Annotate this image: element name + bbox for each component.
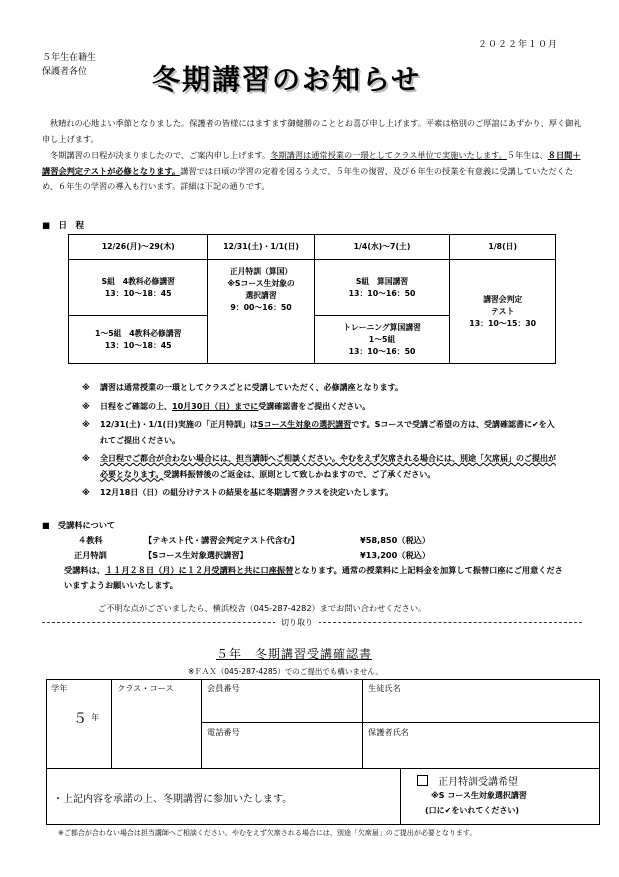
note-text: 日程をご確認の上、: [100, 401, 172, 411]
schedule-col-1: 12/26(月)～29(木): [69, 235, 208, 260]
form-divider: [111, 680, 112, 768]
cell-text: S組 算国講習: [355, 276, 409, 286]
fee-row: [42, 533, 582, 548]
fee-heading: ■ 受講料について: [42, 520, 116, 530]
form-divider: [400, 768, 401, 825]
phone-number-label: 電話番号: [207, 727, 240, 737]
schedule-col-4: 1/8(日): [450, 235, 556, 260]
note-item: [82, 380, 562, 396]
intro-text-2c: ５年生は、: [506, 150, 548, 160]
note-mark: ※: [82, 383, 90, 392]
note-mark: ※: [82, 420, 90, 429]
cell-text: 1～5組 4教科必修講習: [94, 328, 182, 338]
fee-description: 【Sコース生対象選択講習】: [144, 550, 248, 560]
note-text: 講習は通常授業の一環としてクラスごとに受講していただく、必修講座となります。: [100, 383, 403, 392]
note-item: [82, 399, 562, 415]
intro-paragraph-1: [42, 116, 582, 147]
cell-time: 13：10～15：30: [469, 318, 537, 328]
schedule-cell-training: [314, 316, 450, 364]
fee-note-date: １１月２８日（月）に１２月受講料と共に口座振替: [104, 565, 294, 575]
cell-text: 1～5組: [368, 334, 396, 344]
schedule-cell-s-math-jp: [314, 260, 450, 316]
note-text: 12月18日（日）の組分けテストの結果を基に冬期講習クラスを決定いたします。: [100, 488, 394, 497]
class-course-label: クラス・コース: [117, 683, 174, 693]
note-emphasis: 全日程でご都合が合わない場合には、担当講師へご相談ください。やむをえず欠席される場合には、別途「欠席届」のご提出が必要となります。: [100, 454, 556, 479]
addressee-line-1: ５年生在籍生: [42, 53, 97, 63]
member-number-label: 会員番号: [207, 683, 240, 693]
confirmation-form: [46, 679, 600, 825]
note-emphasis: Sコース生対象の選択講習: [257, 420, 352, 429]
note-text: 受講料振替後のご返金は、原則として致しかねますので、ご了承ください。: [163, 469, 436, 479]
checkbox[interactable]: [417, 775, 428, 786]
option-title: 正月特訓受講希望: [438, 777, 518, 788]
note-text: です。Sコースで受講ご希望の方は、受講確認書に✔を入れてご提出ください。: [100, 420, 555, 445]
schedule-cell-1-5-course: [69, 316, 208, 364]
intro-text-2a: 冬期講習の日程が決まりましたので、ご案内申し上げます。: [50, 150, 271, 160]
schedule-cell-new-year: [208, 260, 314, 364]
addressee-line-2: 保護者各位: [42, 67, 88, 77]
cell-text: 選択講習: [245, 291, 277, 300]
note-mark: ※: [82, 401, 90, 411]
cell-text: トレーニング算国講習: [343, 322, 421, 332]
schedule-heading: ■ 日 程: [42, 221, 85, 231]
note-item: [82, 451, 562, 482]
schedule-cell-test: [450, 260, 556, 364]
fee-row: [42, 548, 582, 563]
cell-time: 9：00～16：50: [230, 303, 292, 312]
intro-text-2b: 冬期講習は通常授業の一環としてクラス単位で実施いたします。: [270, 150, 507, 160]
cell-text: 正月特訓（算国）: [229, 267, 293, 276]
page-title: 冬期講習のお知らせ: [152, 63, 422, 96]
notes-list: [82, 380, 562, 504]
note-deadline: 10月30日（日）までに: [172, 401, 259, 411]
fee-price: ¥13,200（税込）: [360, 550, 431, 560]
form-fax-note: ※ＦＡＸ（045-287-4285）でのご提出でも構いません。: [188, 667, 383, 676]
intro-text-2e: 講習では日頃の学習の定着を図るうえで、５年生の復習、及び６年生の授業を有意義に受講していただくため、６年生の学習の導入も行います。詳細は下記の通りです。: [42, 165, 574, 191]
fee-note-text: 受講料は、: [64, 565, 105, 575]
form-title: ５年 冬期講習受講確認書: [216, 647, 373, 661]
fee-note-text: となります。通常の授業料に上記料金を加算して振替口座にご用意くださいますようお願いいたします。: [64, 565, 563, 590]
new-year-special-option: [417, 773, 518, 788]
fee-section: [42, 518, 582, 593]
form-divider: [201, 722, 600, 723]
contact-line: ご不明な点がございましたら、横浜校舎（045-287-4282）までお問い合わせください。: [98, 603, 427, 613]
fee-course: 正月特訓: [74, 550, 107, 560]
grade-label: 学年: [51, 683, 68, 693]
cell-text: S組 4教科必修講習: [101, 276, 175, 286]
schedule-cell-s-course: [69, 260, 208, 316]
cell-time: 13：10～16：50: [348, 288, 416, 298]
cell-text: 講習会判定: [483, 294, 523, 304]
cell-time: 13：10～18：45: [104, 340, 172, 350]
student-name-label: 生徒氏名: [368, 683, 401, 693]
option-sub: ※S コース生対象選択講習: [431, 791, 527, 800]
cut-label: 切り取り: [275, 617, 319, 628]
cell-time: 13：10～18：45: [104, 288, 172, 298]
intro-text-1: 秋晴れの心地よい季節となりました。保護者の皆様にはますます御健勝のこととお喜び申し上げます。平素は格別のご厚誼にあずかり、厚く御礼申し上げます。: [42, 118, 582, 144]
note-mark: ※: [82, 454, 90, 463]
note-text: 受講確認書をご提出ください。: [258, 401, 371, 411]
agreement-text: ・上記内容を承諾の上、冬期講習に参加いたします。: [53, 794, 293, 805]
schedule-col-2: 12/31(土)・1/1(日): [208, 235, 314, 260]
form-divider: [47, 768, 600, 769]
form-divider: [362, 680, 363, 768]
fee-price: ¥58,850（税込）: [360, 535, 431, 545]
schedule-col-3: 1/4(水)～7(土): [314, 235, 450, 260]
grade-value: ５: [73, 711, 87, 727]
intro-paragraph-2: [42, 148, 582, 195]
note-text: 12/31(土)・1/1(日)実施の「正月特訓」は: [100, 420, 258, 429]
intro-text-2d: ８日間＋講習会判定テストが必修となります。: [42, 150, 581, 176]
fee-course: ４教科: [78, 535, 103, 545]
fee-description: 【テキスト代・講習会判定テスト代含む】: [144, 535, 300, 545]
cell-text: テスト: [491, 306, 515, 316]
schedule-table: [68, 234, 556, 364]
fee-note: [42, 563, 564, 593]
option-note: (口に✔をいれてください): [425, 806, 520, 815]
note-item: [82, 485, 562, 501]
guardian-name-label: 保護者氏名: [368, 727, 409, 737]
note-mark: ※: [82, 488, 90, 497]
note-item: [82, 417, 562, 448]
form-divider: [201, 680, 202, 768]
cell-time: 13：10～16：50: [348, 346, 416, 356]
form-footnote: ※ご都合が合わない場合は担当講師へご相談ください。やむをえず欠席される場合には、別途「欠席届」のご提出が必要となります。: [58, 829, 477, 837]
cell-text: ※Sコース生対象の: [227, 279, 295, 288]
grade-unit: 年: [91, 712, 100, 722]
issue-date: ２０２２年１０月: [478, 40, 559, 50]
